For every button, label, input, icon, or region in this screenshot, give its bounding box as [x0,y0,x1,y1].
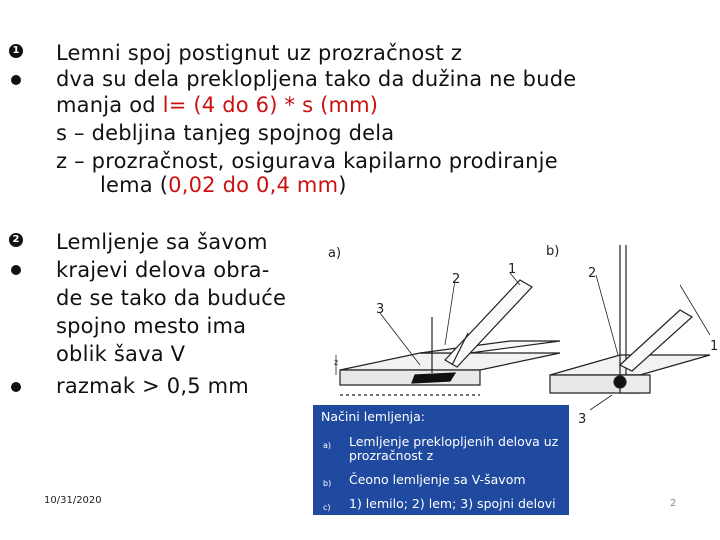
text-line: z – prozračnost, osigurava kapilarno prodiranje [56,149,558,173]
caption-item-text: Lemljenje preklopljenih delova uz prozračnost z [349,434,559,463]
bullet-icon [11,265,21,275]
caption-item-label: b) [323,479,332,488]
text-span: manja od [56,93,163,117]
bullet-icon [11,75,21,85]
caption-item-text: Čeono lemljenje sa V-šavom [349,472,526,487]
caption-item-label: c) [323,503,331,512]
butt-joint-drawing [550,245,710,410]
caption-item-label: a) [323,441,332,450]
text-line: s – debljina tanjeg spojnog dela [56,121,395,145]
text-span: ) [338,173,347,197]
text-line: Lemljenje sa šavom [56,230,268,254]
caption-item-text: 1) lemilo; 2) lem; 3) spojni delovi [349,496,556,511]
figure-num-1b: 1 [710,339,719,354]
caption-box [313,405,569,515]
text-line: Lemni spoj postignut uz prozračnost z [56,41,463,65]
slide-date: 10/31/2020 [44,495,102,506]
text-line: razmak > 0,5 mm [56,374,249,398]
figure-num-2b: 2 [588,266,597,281]
figure-num-2a: 2 [452,272,461,287]
text-span: lema ( [100,173,169,197]
figure-num-1a: 1 [508,262,517,277]
figure-num-3a: 3 [376,302,385,317]
caption-title: Načini lemljenja: [321,409,425,424]
lap-joint-drawing [336,273,560,395]
page-number: 2 [670,498,677,509]
text-line [100,172,347,198]
figure-label-a: a) [328,246,342,261]
text-line [56,92,378,118]
text-line: dva su dela preklopljena tako da dužina ne bude [56,67,577,91]
z-label: z [334,358,339,367]
text-line: de se tako da buduće [56,286,287,310]
number-2-icon: 2 [9,233,23,247]
figure-label-b: b) [546,244,560,259]
formula-text: l= (4 do 6) * s (mm) [162,93,379,117]
bullet-icon [11,382,21,392]
number-1-icon: 1 [9,44,23,58]
range-text: 0,02 do 0,4 mm [168,173,339,197]
text-line: spojno mesto ima [56,314,247,338]
figure-num-3b: 3 [578,412,587,427]
text-line: oblik šava V [56,342,186,366]
text-line: krajevi delova obra- [56,258,270,282]
